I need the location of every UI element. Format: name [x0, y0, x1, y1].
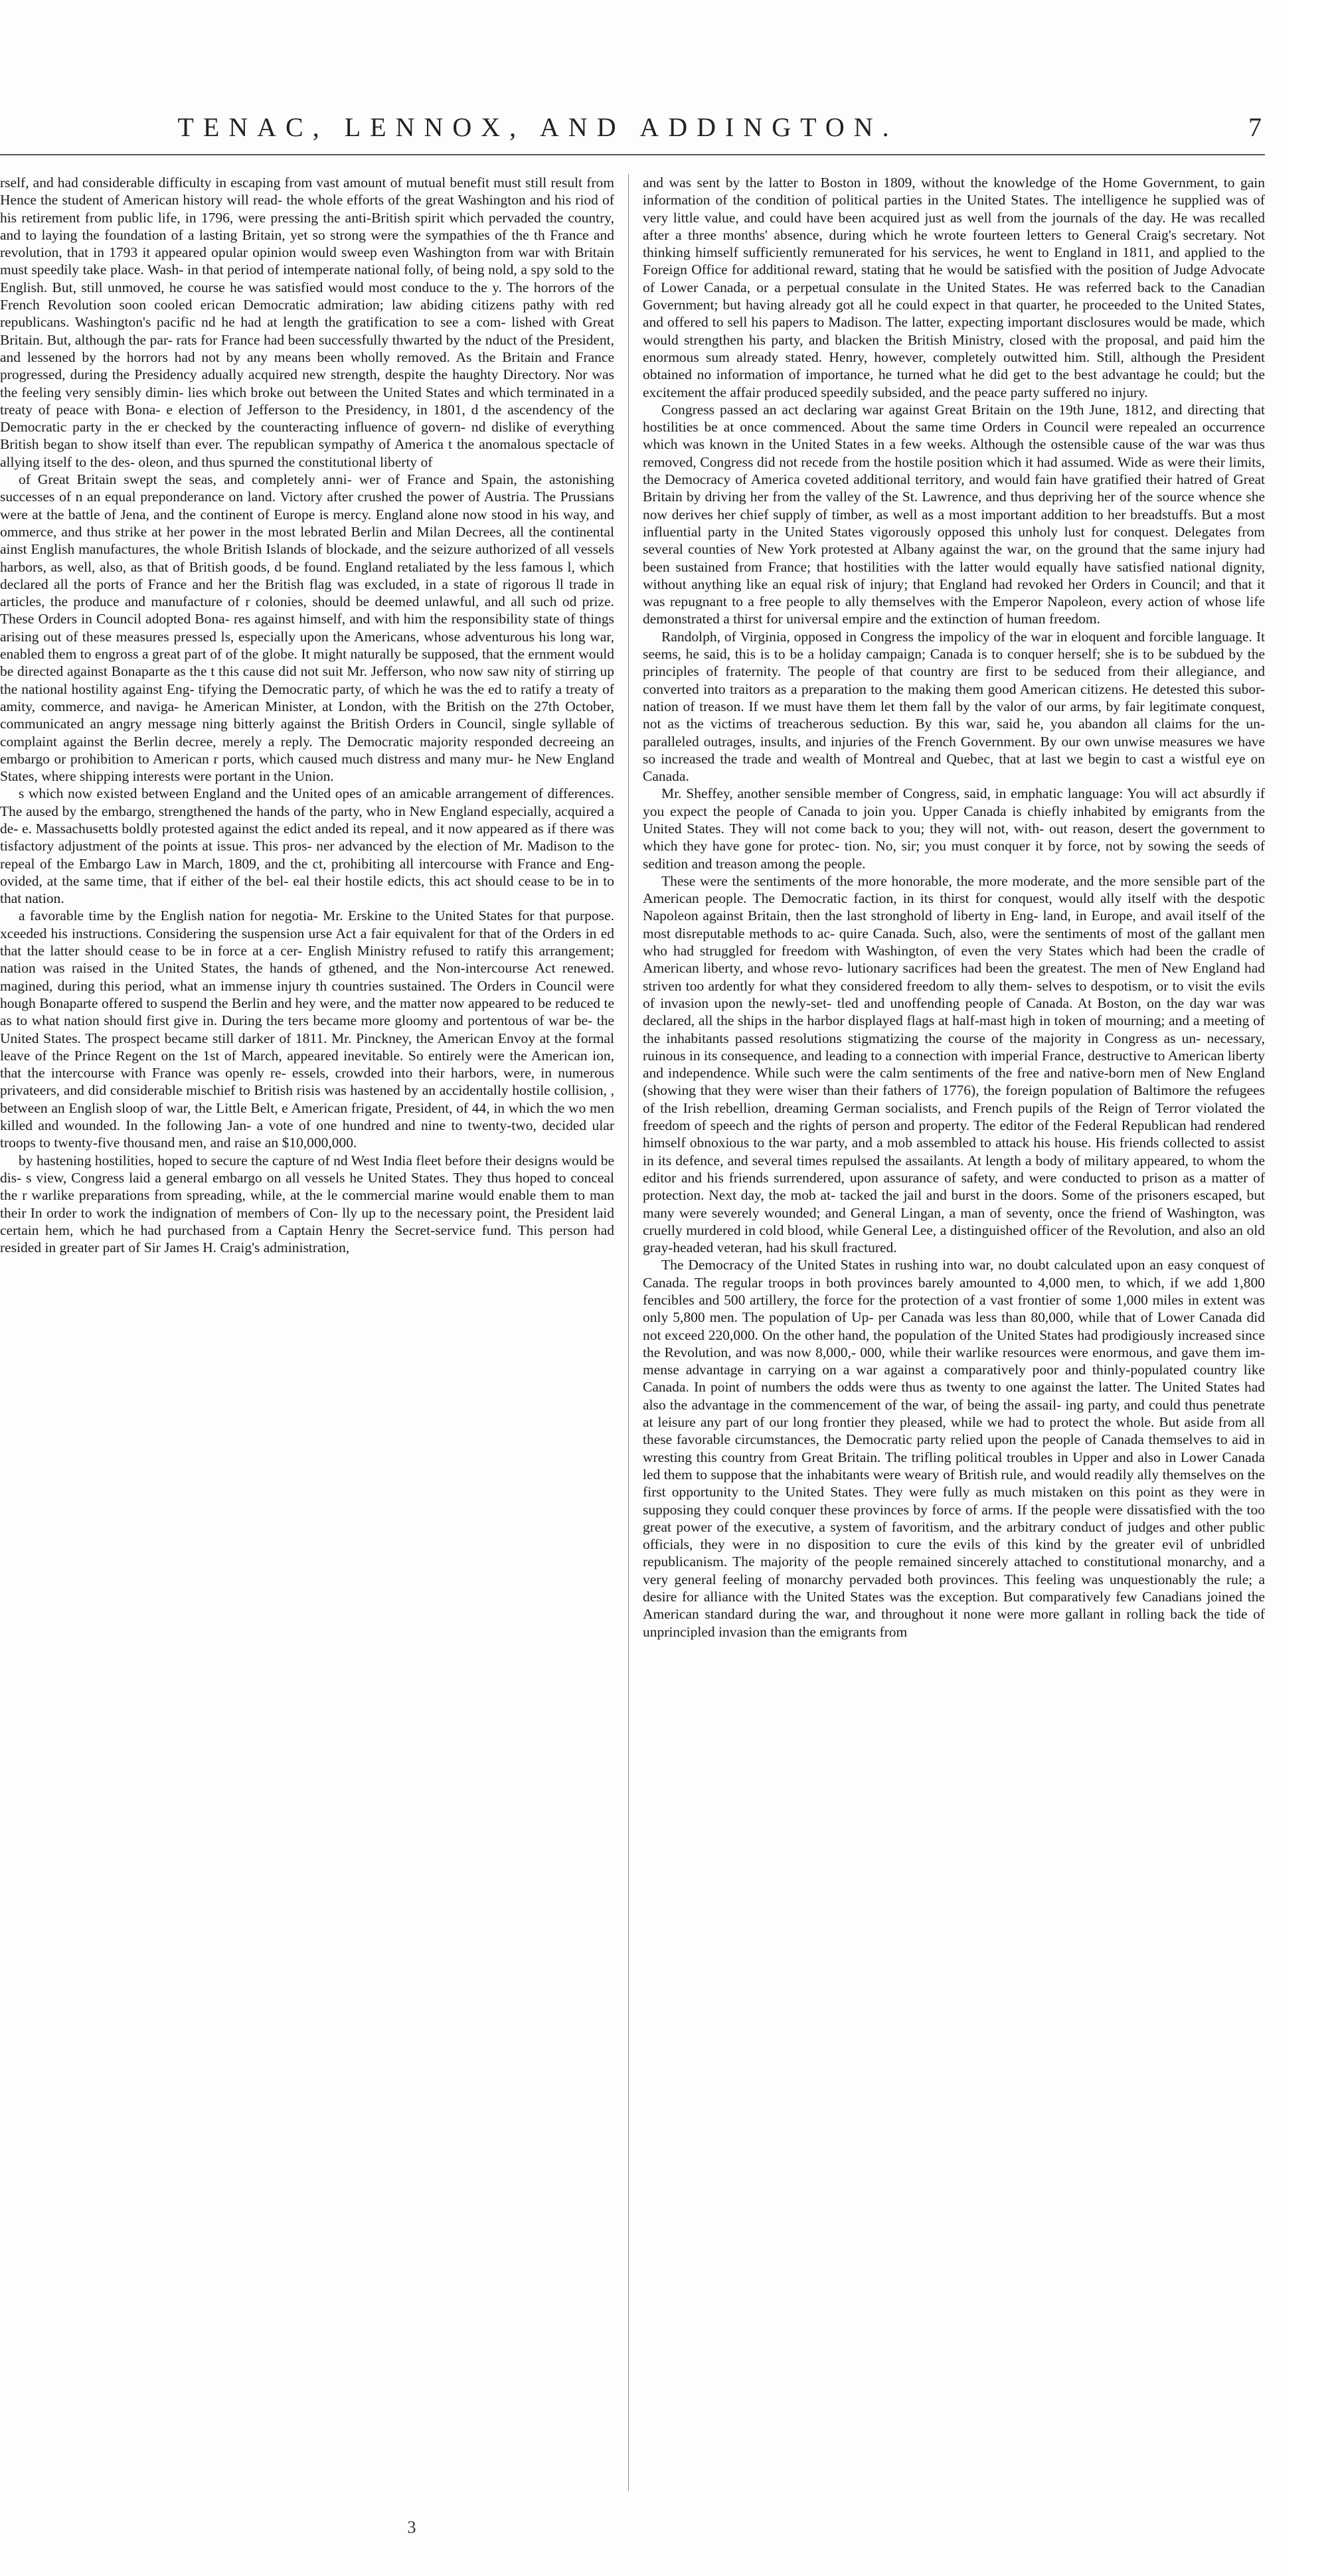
- paragraph: a favorable time by the English nation for negotia- Mr. Erskine to the United States for that purpose. xceeded his instructions. Considering the suspension urse Act a fair equivalent for that of the Orders in ed that the latter should cease to be in force at a cer- English Ministry refused to ratify this arrangement; nation was raised in the United States, the hands of gthened, and the Non-intercourse Act renewed. magined, during this period, what an immense injury th countries sustained. The Orders in Council were hough Bonaparte offered to suspend the Berlin and hey were, and the matter now appeared to be reduced te as to what nation should first give in. During the ters became more gloomy and portentous of war be- the United States. The prospect became still darker of 1811. Mr. Pinckney, the American Envoy at the formal leave of the Prince Regent on the 1st of March, appeared inevitable. So entirely were the American ion, that the intercourse with France was openly re- essels, crowded into their harbors, were, in numerous privateers, and did considerable mischief to British risis was hastened by an accidentally hostile collision, , between an English sloop of war, the Little Belt, e American frigate, President, of 44, in which the wo men killed and wounded. In the following Jan- a vote of one hundred and nine to twenty-two, decided ular troops to twenty-five thousand men, and raise an $10,000,000.: [0, 908, 614, 1151]
- paragraph: Mr. Sheffey, another sensible member of Congress, said, in emphatic language: You will act absurdly if you expect the people of Canada to join you. Upper Canada is chiefly inhabited by emigrants from the United States. They will not come back to you; they will not, with- out reason, desert the government to which they have gone for protec- tion. No, sir; you must conquer it by force, not by sowing the seeds of sedition and treason among the people.: [643, 785, 1265, 872]
- paragraph: These were the sentiments of the more honorable, the more moderate, and the more sensible part of the American people. The Democratic faction, in its thirst for conquest, would ally itself with the despotic Napoleon against Britain, then the last stronghold of liberty in Eng- land, in Europe, and avail itself of the most disreputable methods to ac- quire Canada. Such, also, were the sentiments of most of the gallant men who had struggled for freedom with Washington, of even the very States which had been the cradle of American liberty, and whose revo- lutionary sacrifices had been the greatest. The men of New England had striven too ardently for what they considered freedom to ally them- selves to despotism, or to visit the evils of invasion upon the newly-set- tled and unoffending people of Canada. At Boston, on the day war was declared, all the ships in the harbor displayed flags at half-mast high in token of mourning; and a meeting of the inhabitants passed resolutions stigmatizing the course of the majority in Congress as un- necessary, ruinous in its consequence, and leading to a connection with imperial France, destructive to American liberty and independence. While such were the calm sentiments of the free and native-born men of New England (showing that they were wiser than their fathers of 1776), the foreign population of Baltimore the refugees of the Irish rebellion, dreaming German socialists, and French pupils of the Reign of Terror violated the freedom of speech and the rights of person and property. The editor of the Federal Republican had rendered himself obnoxious to the war party, and a mob assembled to attack his house. His friends collected to assist in its defence, and several times repulsed the assailants. At length a body of military appeared, to whom the editor and his friends surrendered, upon assurance of safety, and were conducted to prison as a matter of protection. Next day, the mob at- tacked the jail and burst in the doors. Some of the prisoners escaped, but many were severely wounded; and General Lingan, a man of seventy, once the friend of Washington, was cruelly murdered in cold blood, while General Lee, a distinguished officer of the Revolution, and also an old gray-headed veteran, had his skull fractured.: [643, 872, 1265, 1256]
- running-head: TENAC, LENNOX, AND ADDINGTON.: [177, 112, 898, 142]
- right-column: [643, 174, 1265, 2498]
- page-number: 7: [1248, 112, 1262, 142]
- left-column: [0, 174, 614, 2498]
- paragraph: and was sent by the latter to Boston in 1809, without the knowledge of the Home Government, to gain information of the condition of political parties in the United States. The intelligence he supplied was of very little value, and could have been acquired just as well from the journals of the day. He was recalled after a three months' absence, during which he wrote fourteen letters to General Craig's secretary. Not thinking himself sufficiently remunerated for his services, he went to England in 1811, and applied to the Foreign Office for additional reward, stating that he would be satisfied with the position of Judge Advocate of Lower Canada, or a perpetual consulate in the United States. He was referred back to the Canadian Government; but having already got all he could expect in that quarter, he proceeded to the United States, and offered to sell his papers to Madison. The latter, expecting important disclosures would be made, which would strengthen his party, and blacken the British Ministry, closed with the proposal, and paid him the enormous sum already stated. Henry, however, completely outwitted him. Still, although the President obtained no information of importance, he turned what he did get to the best advantage he could; but the excitement the affair produced speedily subsided, and the peace party suffered no injury.: [643, 175, 1265, 400]
- column-divider: [628, 174, 629, 2491]
- paragraph: by hastening hostilities, hoped to secure the capture of nd West India fleet before their designs would be dis- s view, Congress laid a general embargo on all vessels he United States. They thus hoped to conceal the r warlike preparations from spreading, while, at the le commercial marine would enable them to man their In order to work the indignation of members of Con- lly up to the necessary point, the President laid certain hem, which he had purchased from a Captain Henry the Secret-service fund. This person had resided in greater part of Sir James H. Craig's administration,: [0, 1152, 614, 1256]
- folio-number: 3: [407, 2518, 416, 2537]
- paragraph: rself, and had considerable difficulty in escaping from vast amount of mutual benefit must still result from Hence the student of American history will read- the whole efforts of the great Washington and his riod of his retirement from public life, in 1796, were pressing the anti-British spirit which pervaded the country, and to laying the foundation of a lasting Britain, yet so strong were the sympathies of the th France and revolution, that in 1793 it appeared opular opinion would sweep even Washington from war with Britain must speedily take place. Wash- in that period of intemperate national folly, of being nold, a spy sold to the English. But, still unmoved, he course he was satisfied would most conduce to the y. The horrors of the French Revolution soon cooled erican Democratic admiration; law abiding citizens pathy with red republicans. Washington's pacific nd he had at length the gratification to see a com- lished with Great Britain. But, although the par- rats for France had been successfully thwarted by the nduct of the President, and lessened by the horrors had not by any means been wholly removed. As the Britain and France progressed, during the Presidency adually acquired new strength, despite the haughty Directory. Nor was the feeling very sensibly dimin- lies which broke out between the United States and which terminated in a treaty of peace with Bona- e election of Jefferson to the Presidency, in 1801, d the ascendency of the Democratic party in the er checked by the counteracting influence of govern- nd dislike of everything British began to show itself than ever. The republican sympathy of America t the anomalous spectacle of allying itself to the des- oleon, and thus spurned the constitutional liberty of: [0, 175, 614, 470]
- paragraph: s which now existed between England and the United opes of an amicable arrangement of differences. The aused by the embargo, strengthened the hands of the party, who in New England especially, acquired a de- e. Massachusetts boldly protested against the edict anded its repeal, and it now appeared as if there was tisfactory adjustment of the points at issue. This pros- ner advanced by the election of Mr. Madison to the repeal of the Embargo Law in March, 1809, and the ct, prohibiting all intercourse with France and Eng- ovided, at the same time, that if either of the bel- eal their hostile edicts, this act should cease to be in to that nation.: [0, 785, 614, 907]
- paragraph: The Democracy of the United States in rushing into war, no doubt calculated upon an easy conquest of Canada. The regular troops in both provinces barely amounted to 4,000 men, to which, if we add 1,800 fencibles and 500 artillery, the force for the protection of a vast frontier of some 1,000 miles in extent was only 5,800 men. The population of Up- per Canada was less than 80,000, while that of Lower Canada did not exceed 220,000. On the other hand, the population of the United States had prodigiously increased since the Revolution, and was now 8,000,- 000, while their warlike resources were enormous, and gave them im- mense advantage in carrying on a war against a comparatively poor and thinly-populated country like Canada. In point of numbers the odds were thus as twenty to one against the latter. The United States had also the advantage in the commencement of the war, of being the assail- ing party, and could thus penetrate at leisure any part of our long frontier they pleased, while we had to protect the whole. But aside from all these favorable circumstances, the Democratic party relied upon the people of Canada themselves to aid in wresting this country from Great Britain. The trifling political troubles in Upper and also in Lower Canada led them to suppose that the inhabitants were weary of British rule, and would readily ally themselves on the first opportunity to the United States. They were fully as much mistaken on this point as they were in supposing they could conquer these provinces by force of arms. If the people were dissatisfied with the too great power of the executive, a system of favoritism, and the arbitrary conduct of judges and other public officials, they were in no disposition to cure the evils of this kind by the greater evil of unbridled republicanism. The majority of the people remained sincerely attached to constitutional monarchy, and a very general feeling of monarchy pervaded both provinces. This feeling was unquestionably the rule; a desire for alliance with the United States was the exception. But comparatively few Canadians joined the American standard during the war, and throughout it none were more gallant in rolling back the tide of unprincipled invasion than the emigrants from: [643, 1257, 1265, 1640]
- paragraph: Congress passed an act declaring war against Great Britain on the 19th June, 1812, and directing that hostilities be at once commenced. About the same time Orders in Council were repealed an occurrence which was known in the United States in a few weeks. Although the ostensible cause of the war was thus removed, Congress did not recede from the hostile position which it had assumed. Wide as were their limits, the Democracy of America coveted additional territory, and would fain have gratified their hatred of Great Britain by driving her from the valley of the St. Lawrence, and thus depriving her of the source whence she now derives her chief supply of timber, as well as a most important addition to her breadstuffs. But a most influential party in the United States vigorously opposed this unholy lust for conquest. Delegates from several counties of New York protested at Albany against the war, on the ground that the same injury had been sustained from France; that hostilities with the latter would equally have satisfied national dignity, without anything like an equal risk of injury; that England had revoked her Orders in Council; and that it was repugnant to a free people to ally themselves with the Emperor Napoleon, every action of whose life demonstrated a thirst for universal empire and the extinction of human freedom.: [643, 401, 1265, 627]
- paragraph: Randolph, of Virginia, opposed in Congress the impolicy of the war in eloquent and forcible language. It seems, he said, this is to be a holiday campaign; Canada is to conquer herself; she is to be subdued by the principles of fraternity. The people of that country are first to be seduced from their allegiance, and converted into traitors as a preparation to the making them good American citizens. He detested this subor- nation of treason. If we must have them let them fall by the valor of our arms, by fair legitimate conquest, not as the victims of treacherous seduction. By this war, said he, you abandon all claims for the un- paralleled outrages, insults, and injuries of the French Government. By our own unwise measures we have so increased the trade and wealth of Montreal and Quebec, that at last we begin to cast a wistful eye on Canada.: [643, 628, 1265, 785]
- paragraph: of Great Britain swept the seas, and completely anni- wer of France and Spain, the astonishing successes of n an equal preponderance on land. Victory after crushed the power of Austria. The Prussians were at the battle of Jena, and the continent of Europe is mercy. England alone now stood in his way, and ommerce, and thus strike at her power in the most lebrated Berlin and Milan Decrees, all the continental ainst English manufactures, the whole British Islands of blockade, and the seizure authorized of all vessels harbors, as well, also, as that of British goods, d be found. England retaliated by the less famous l, which declared all the ports of France and her the British flag was excluded, in a state of rigorous ll trade in articles, the produce and manufacture of r colonies, should be deemed unlawful, and all such od prize. These Orders in Council adopted Bona- res against himself, and with him the responsibility state of things arising out of these measures pressed ls, especially upon the Americans, whose adventurous his long war, enabled them to engross a great part of of the globe. It might naturally be supposed, that the ernment would be directed against Bonaparte as the t this cause did not suit Mr. Jefferson, who now saw nity of stirring up the national hostility against Eng- tifying the Democratic party, of which he was the ed to ratify a treaty of amity, commerce, and naviga- he American Minister, at London, with the British on the 27th October, communicated an angry message ning bitterly against the British Orders in Council, single syllable of complaint against the Berlin decree, merely a reply. The Democratic majority responded decreeing an embargo or prohibition to American r ports, which caused much distress and many mur- he New England States, where shipping interests were portant in the Union.: [0, 471, 614, 785]
- page-margin: [1282, 0, 1336, 2576]
- header-rule: [0, 154, 1265, 155]
